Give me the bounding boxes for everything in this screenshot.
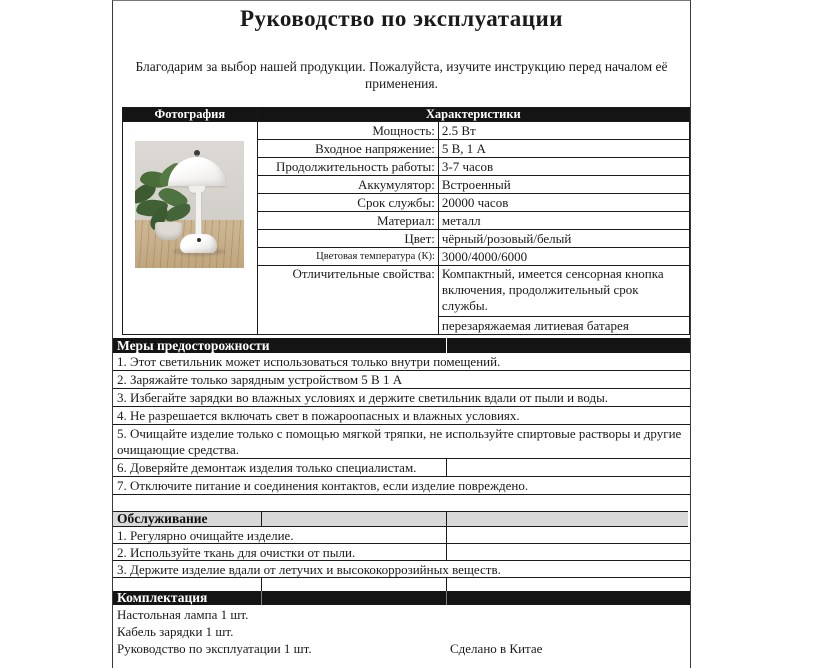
column-divider [261,512,262,526]
precaution-item: 7. Отключите питание и соединения контактов, если изделие повреждено. [113,477,690,495]
spec-row [123,122,690,140]
spec-label: Аккумулятор: [257,176,438,194]
lamp-touch-button [197,238,201,242]
column-divider [446,591,447,605]
column-divider [446,544,447,560]
lamp-base [180,234,217,253]
lamp-stem [195,192,202,237]
column-divider [446,338,447,353]
specs-header-cell: Характеристики [257,108,689,122]
spec-value: металл [438,212,689,230]
maintenance-item: 3. Держите изделие вдали от летучих и высококоррозийных веществ. [113,561,690,578]
spec-label: Продолжительность работы: [257,158,438,176]
maintenance-section-header: Обслуживание [113,511,688,527]
product-photo-cell [123,122,258,335]
precaution-item: 6. Доверяйте демонтаж изделия только специалистам. [113,459,690,477]
made-in-label: Сделано в Китае [450,641,543,656]
column-divider [446,578,447,591]
column-divider [446,459,447,476]
precaution-item: 2. Заряжайте только зарядным устройством 5 В 1 А [113,371,690,389]
spec-label: Цветовая температура (К): [257,248,438,266]
spec-header-row [123,108,690,122]
spec-value: Встроенный [438,176,689,194]
page-title: Руководство по эксплуатации [239,6,564,31]
manual-page [112,0,691,668]
spec-value: 5 В, 1 А [438,140,689,158]
intro-text: Благодарим за выбор нашей продукции. Пожалуйста, изучите инструкцию перед началом её применения. [135,59,668,91]
spec-value-extra: перезаряжаемая литиевая батарея [438,317,689,335]
spec-label: Срок службы: [257,194,438,212]
spec-value: 2.5 Вт [438,122,689,140]
precaution-item: 5. Очищайте изделие только с помощью мягкой тряпки, не используйте спиртовые растворы и другие очищающие средства. [113,425,690,459]
precaution-item: 1. Этот светильник может использоваться только внутри помещений. [113,353,690,371]
spec-value: 3-7 часов [438,158,689,176]
package-item: Настольная лампа 1 шт. [117,607,249,622]
package-list [113,606,690,657]
precautions-list [113,353,690,495]
precaution-item: 3. Избегайте зарядки во влажных условиях и держите светильник вдали от пыли и воды. [113,389,690,407]
product-photo [135,141,244,268]
spec-label: Материал: [257,212,438,230]
spec-table [122,107,690,335]
maintenance-list [113,527,690,578]
column-divider [446,527,447,543]
maintenance-item: 1. Регулярно очищайте изделие. [113,527,690,544]
package-item: Кабель зарядки 1 шт. [117,624,234,639]
maintenance-item: 2. Используйте ткань для очистки от пыли. [113,544,690,561]
column-divider [446,512,447,526]
precaution-item: 4. Не разрешается включать свет в пожароопасных и влажных условиях. [113,407,690,425]
spec-label: Входное напряжение: [257,140,438,158]
package-item: Руководство по эксплуатации 1 шт. Сделано в Китае [117,641,543,656]
spec-label: Мощность: [257,122,438,140]
spec-label: Цвет: [257,230,438,248]
package-section-header: Комплектация [113,591,690,605]
spec-label: Отличительные свойства: [257,266,438,335]
spec-value: 3000/4000/6000 [438,248,689,266]
column-divider [261,591,262,605]
spec-value: чёрный/розовый/белый [438,230,689,248]
column-divider [261,578,262,591]
spec-value: 20000 часов [438,194,689,212]
photo-header-cell: Фотография [123,108,258,122]
precautions-section-header: Меры предосторожности [113,338,690,353]
plant-pot [155,222,182,240]
spec-value: Компактный, имеется сенсорная кнопка включения, продолжительный срок службы. [438,266,689,317]
